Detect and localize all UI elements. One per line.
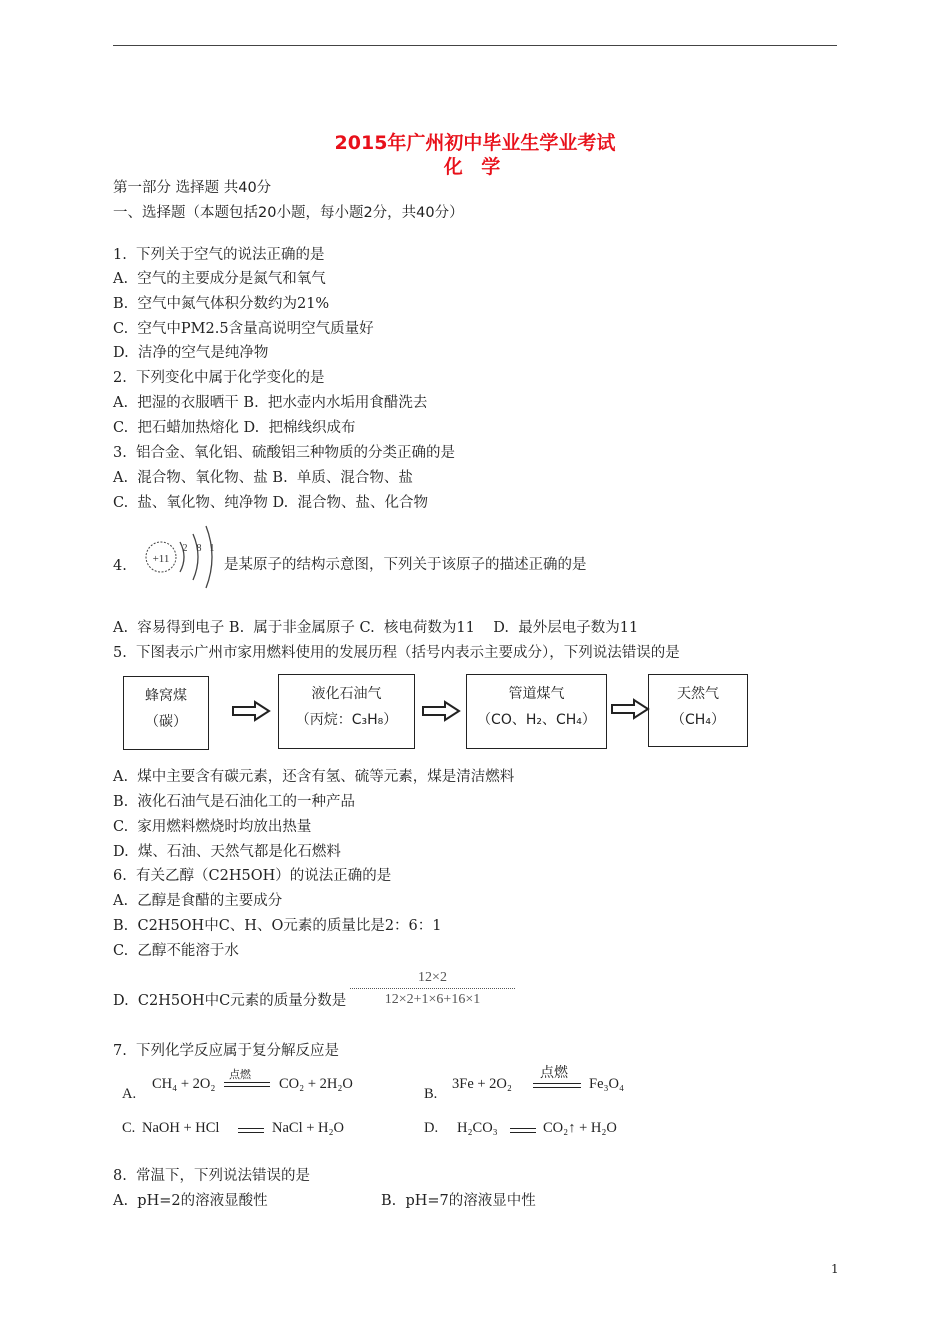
shell-1-electrons: 2 <box>182 543 188 554</box>
q7-a-products: CO₂ + 2H₂O <box>279 1076 353 1092</box>
q7-a-double-line <box>224 1082 270 1087</box>
fraction-denominator: 12×2+1×6+16×1 <box>384 992 481 1007</box>
q7-c-reactants: NaOH + HCl <box>142 1120 220 1136</box>
q4-options: A. 容易得到电子 B. 属于非金属原子 C. 核电荷数为11 D. 最外层电子数为11 <box>113 620 639 636</box>
mass-fraction-formula <box>350 970 515 1008</box>
fuel-name: 液化石油气 <box>311 686 382 702</box>
q7-stem: 7. 下列化学反应属于复分解反应是 <box>113 1043 340 1059</box>
q3-options-cd: C. 盐、氧化物、纯净物 D. 混合物、盐、化合物 <box>113 495 428 511</box>
arrow-right-icon <box>421 700 461 722</box>
fuel-name: 蜂窝煤 <box>145 688 187 704</box>
q3-options-ab: A. 混合物、氧化物、盐 B. 单质、混合物、盐 <box>113 470 413 486</box>
fuel-formula: （CO、H₂、CH₄） <box>477 712 596 728</box>
fuel-formula: （CH₄） <box>671 712 725 728</box>
fuel-box-lpg <box>278 674 415 749</box>
q1-option-b: B. 空气中氮气体积分数约为21% <box>113 296 330 312</box>
q7-c-products: NaCl + H₂O <box>272 1120 345 1136</box>
fuel-box-town-gas <box>466 674 607 749</box>
q7-a-condition: 点燃 <box>229 1069 251 1081</box>
q1-option-a: A. 空气的主要成分是氮气和氧气 <box>113 271 326 287</box>
arrow-right-icon <box>610 698 650 720</box>
q5-option-c: C. 家用燃料燃烧时均放出热量 <box>113 819 312 835</box>
q4-stem: 是某原子的结构示意图，下列关于该原子的描述正确的是 <box>224 557 587 573</box>
q6-option-d: D. C2H5OH中C元素的质量分数是 <box>113 993 347 1009</box>
q8-option-b: B. pH=7的溶液显中性 <box>381 1193 536 1209</box>
fuel-formula: （丙烷：C₃H₈） <box>295 712 398 728</box>
fuel-name: 天然气 <box>677 686 719 702</box>
q2-options-cd: C. 把石蜡加热熔化 D. 把棉线织成布 <box>113 420 356 436</box>
fuel-box-honeycomb-coal <box>123 676 209 750</box>
q7-b-condition: 点燃 <box>540 1066 568 1081</box>
fraction-numerator: 12×2 <box>350 970 515 989</box>
shell-3-electrons: 1 <box>209 543 215 554</box>
page-number: 1 <box>831 1262 839 1276</box>
q6-stem: 6. 有关乙醇（C2H5OH）的说法正确的是 <box>113 868 392 884</box>
q6-option-a: A. 乙醇是食醋的主要成分 <box>113 893 283 909</box>
q8-stem: 8. 常温下，下列说法错误的是 <box>113 1168 311 1184</box>
q5-option-b: B. 液化石油气是石油化工的一种产品 <box>113 794 355 810</box>
nucleus-charge: +11 <box>152 553 170 565</box>
q7-a-reactants: CH₄ + 2O₂ <box>152 1076 216 1092</box>
q4-number: 4. <box>113 558 127 574</box>
q7-b-reactants: 3Fe + 2O₂ <box>452 1076 512 1092</box>
q7-option-b-label: B. <box>424 1086 438 1102</box>
part-heading: 第一部分 选择题 共40分 <box>113 180 272 196</box>
q6-option-c: C. 乙醇不能溶于水 <box>113 943 239 959</box>
q6-option-b: B. C2H5OH中C、H、O元素的质量比是2：6：1 <box>113 918 442 934</box>
q3-stem: 3. 铝合金、氧化铝、硫酸铝三种物质的分类正确的是 <box>113 445 456 461</box>
q7-option-a-label: A. <box>122 1086 137 1102</box>
exam-title: 2015年广州初中毕业生学业考试 <box>334 132 616 154</box>
q1-option-d: D. 洁净的空气是纯净物 <box>113 345 269 361</box>
q7-b-double-line <box>533 1083 581 1088</box>
q7-option-d-label: D. <box>424 1120 439 1136</box>
q8-option-a: A. pH=2的溶液显酸性 <box>113 1193 268 1209</box>
q7-c-double-line <box>238 1128 264 1133</box>
q7-d-double-line <box>510 1128 536 1133</box>
q5-option-a: A. 煤中主要含有碳元素，还含有氢、硫等元素，煤是清洁燃料 <box>113 769 515 785</box>
q7-b-products: Fe₃O₄ <box>589 1076 625 1092</box>
q2-options-ab: A. 把湿的衣服晒干 B. 把水壶内水垢用食醋洗去 <box>113 395 428 411</box>
header-rule <box>113 45 837 46</box>
q7-d-products: CO₂↑ + H₂O <box>543 1120 617 1136</box>
subject-title: 化 学 <box>443 156 507 178</box>
q7-d-reactants: H₂CO₃ <box>457 1120 498 1136</box>
fuel-formula: （碳） <box>145 714 187 730</box>
q1-option-c: C. 空气中PM2.5含量高说明空气质量好 <box>113 321 374 337</box>
atom-structure-diagram <box>140 520 222 596</box>
fuel-box-natural-gas <box>648 674 748 747</box>
fuel-name: 管道煤气 <box>508 686 565 702</box>
q5-stem: 5. 下图表示广州市家用燃料使用的发展历程（括号内表示主要成分），下列说法错误的是 <box>113 645 680 661</box>
q7-option-c-label: C. <box>122 1120 136 1136</box>
q5-option-d: D. 煤、石油、天然气都是化石燃料 <box>113 844 341 860</box>
shell-2-electrons: 8 <box>196 543 202 554</box>
arrow-right-icon <box>231 700 271 722</box>
q1-stem: 1. 下列关于空气的说法正确的是 <box>113 247 325 263</box>
section-heading: 一、选择题（本题包括20小题，每小题2分，共40分） <box>113 205 464 221</box>
q2-stem: 2. 下列变化中属于化学变化的是 <box>113 370 325 386</box>
